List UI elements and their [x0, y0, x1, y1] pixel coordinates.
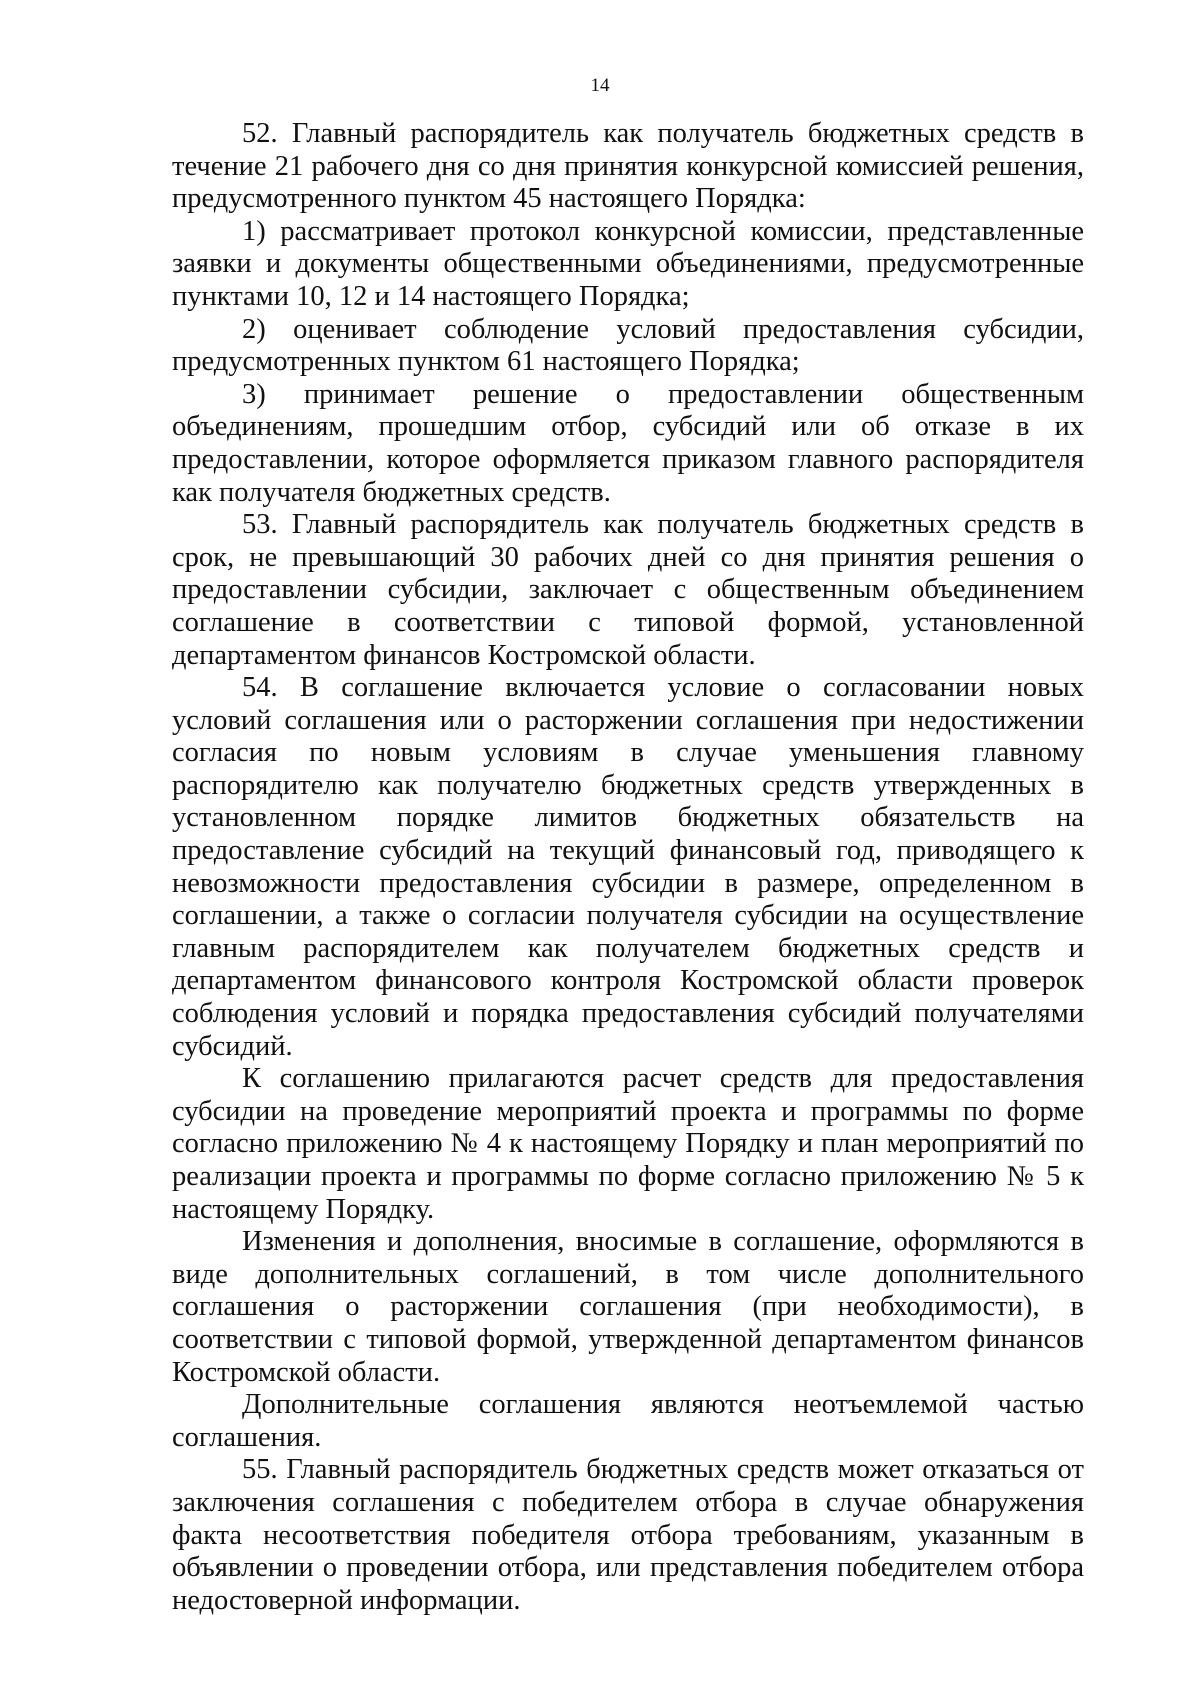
paragraph-55: 55. Главный распорядитель бюджетных средств может отказаться от заключения соглашения с победителем отбора в случае обнаружения факта несоответствия победителя отбора требованиям, указанным в объявлении о проведении отбора, или представления победителем отбора недостоверной информации. [172, 1454, 1084, 1616]
paragraph-52-item-3: 3) принимает решение о предоставлении общественным объединениям, прошедшим отбор, субсидий или об отказе в их предоставлении, которое оформляется приказом главного распорядителя как получателя бюджетных средств. [172, 378, 1084, 508]
paragraph-54: 54. В соглашение включается условие о согласовании новых условий соглашения или о расторжении соглашения при недостижении согласия по новым условиям в случае уменьшения главному распорядителю как получателю бюджетных средств утвержденных в установленном порядке лимитов бюджетных обязательств на предоставление субсидий на текущий финансовый год, приводящего к невозможности предоставления субсидии в размере, определенном в соглашении, а также о согласии получателя субсидии на осуществление главным распорядителем как получателем бюджетных средств и департаментом финансового контроля Костромской области проверок соблюдения условий и порядка предоставления субсидий получателями субсидий. [172, 672, 1084, 1062]
paragraph-54-amendments: Изменения и дополнения, вносимые в соглашение, оформляются в виде дополнительных соглашений, в том числе дополнительного соглашения о расторжении соглашения (при необходимости), в соответствии с типовой формой, утвержденной департаментом финансов Костромской области. [172, 1226, 1084, 1388]
paragraph-52-item-2: 2) оценивает соблюдение условий предоставления субсидии, предусмотренных пунктом 61 настоящего Порядка; [172, 313, 1084, 378]
paragraph-54-additional-agreements: Дополнительные соглашения являются неотъемлемой частью соглашения. [172, 1389, 1084, 1453]
paragraph-52-item-1: 1) рассматривает протокол конкурсной комиссии, представленные заявки и документы общественными объединениями, предусмотренные пунктами 10, 12 и 14 настоящего Порядка; [172, 215, 1084, 312]
paragraph-54-attachments: К соглашению прилагаются расчет средств для предоставления субсидии на проведение мероприятий проекта и программы по форме согласно приложению № 4 к настоящему Порядку и план мероприятий по реализации проекта и программы по форме согласно приложению № 5 к настоящему Порядку. [172, 1063, 1084, 1225]
document-body [172, 118, 1084, 1617]
paragraph-53: 53. Главный распорядитель как получатель бюджетных средств в срок, не превышающий 30 рабочих дней со дня принятия решения о предоставлении субсидии, заключает с общественным объединением соглашение в соответствии с типовой формой, установленной департаментом финансов Костромской области. [172, 509, 1084, 671]
paragraph-52: 52. Главный распорядитель как получатель бюджетных средств в течение 21 рабочего дня со дня принятия конкурсной комиссией решения, предусмотренного пунктом 45 настоящего Порядка: [172, 118, 1084, 215]
page-number: 14 [590, 75, 610, 96]
